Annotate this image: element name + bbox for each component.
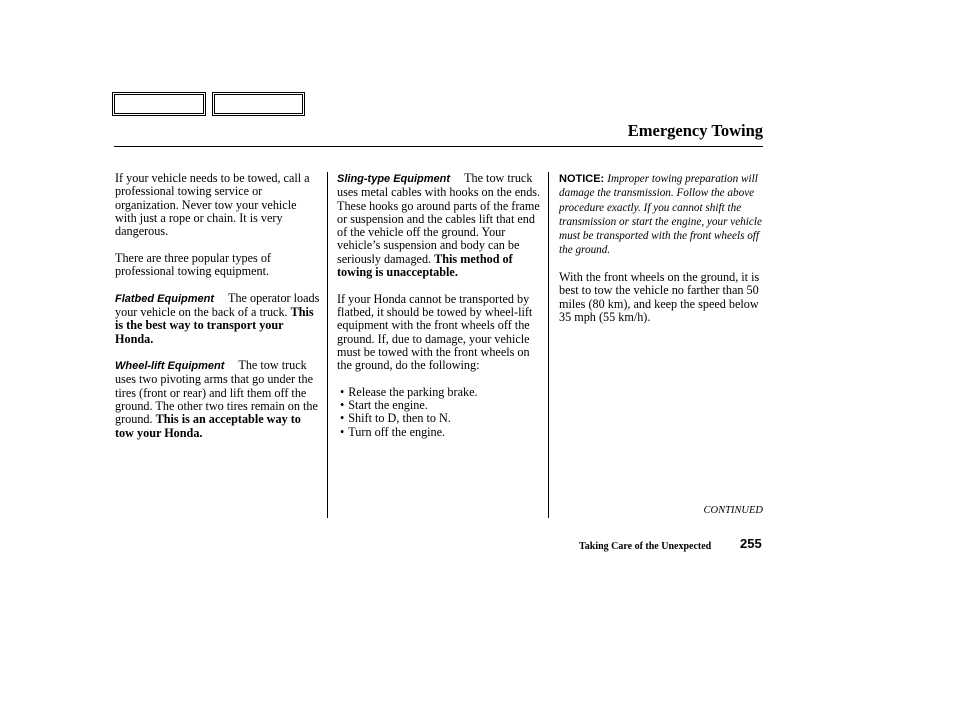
sling-text: The tow truck uses metal cables with hooks on the ends. These hooks go around parts of the frame or suspension and the cables lift that end of the vehicle off the ground. Your vehicle’s suspension and body can be seriously damaged. xyxy=(337,171,541,266)
column-divider xyxy=(327,172,328,518)
list-item: • Shift to D, then to N. xyxy=(340,412,541,425)
page-number: 255 xyxy=(740,536,762,551)
list-item: • Turn off the engine. xyxy=(340,426,541,439)
continued-label: CONTINUED xyxy=(703,505,763,516)
wheellift-paragraph xyxy=(115,359,321,440)
column-divider xyxy=(548,172,549,518)
column-2 xyxy=(337,172,541,439)
sling-bold: This method of towing is unacceptable. xyxy=(337,251,513,280)
intro-paragraph: If your vehicle needs to be towed, call a professional towing service or organization. Never tow your vehicle with just a rope or chain. It is very dangerous. xyxy=(115,171,310,239)
nav-button-next[interactable] xyxy=(212,92,305,116)
speed-limit-paragraph: With the front wheels on the ground, it is best to tow the vehicle no farther than 50 miles (80 km), and keep the speed below 35 mph (55 km/h). xyxy=(559,270,760,324)
procedure-steps xyxy=(337,386,541,439)
sling-heading: Sling-type Equipment xyxy=(337,173,451,185)
flatbed-heading: Flatbed Equipment xyxy=(115,292,214,305)
equipment-types-paragraph: There are three popular types of professional towing equipment. xyxy=(115,250,271,279)
notice-label: NOTICE: xyxy=(559,173,605,185)
flatbed-paragraph xyxy=(115,292,321,346)
column-3 xyxy=(559,172,765,338)
list-item: • Start the engine. xyxy=(340,399,541,412)
nav-button-previous[interactable] xyxy=(112,92,206,116)
page-title: Emergency Towing xyxy=(627,121,763,140)
flatbed-text: The operator loads your vehicle on the back of a truck. xyxy=(115,290,320,319)
wheellift-heading: Wheel-lift Equipment xyxy=(115,360,225,373)
footer-section-title: Taking Care of the Unexpected xyxy=(579,541,712,552)
notice-text: Improper towing preparation will damage the transmission. Follow the above procedure exactly. If you cannot shift the transmission or start the engine, your vehicle must be transported with the front wheels off the ground. xyxy=(559,173,762,257)
towing-procedure-paragraph: If your Honda cannot be transported by flatbed, it should be towed by wheel-lift equipment with the front wheels off the ground. If, due to damage, your vehicle must be towed with the front wheels on the ground, do the following: xyxy=(337,291,533,373)
flatbed-bold: This is the best way to transport your Honda. xyxy=(115,304,314,346)
column-1 xyxy=(115,172,321,453)
sling-paragraph xyxy=(337,172,541,279)
wheellift-bold: This is an acceptable way to tow your Honda. xyxy=(115,412,301,440)
list-item: • Release the parking brake. xyxy=(340,386,541,399)
wheellift-text: The tow truck uses two pivoting arms that go under the tires (front or rear) and lift them off the ground. The other two tires remain on the ground. xyxy=(115,358,318,427)
notice-paragraph xyxy=(559,172,765,258)
title-divider xyxy=(114,146,763,147)
